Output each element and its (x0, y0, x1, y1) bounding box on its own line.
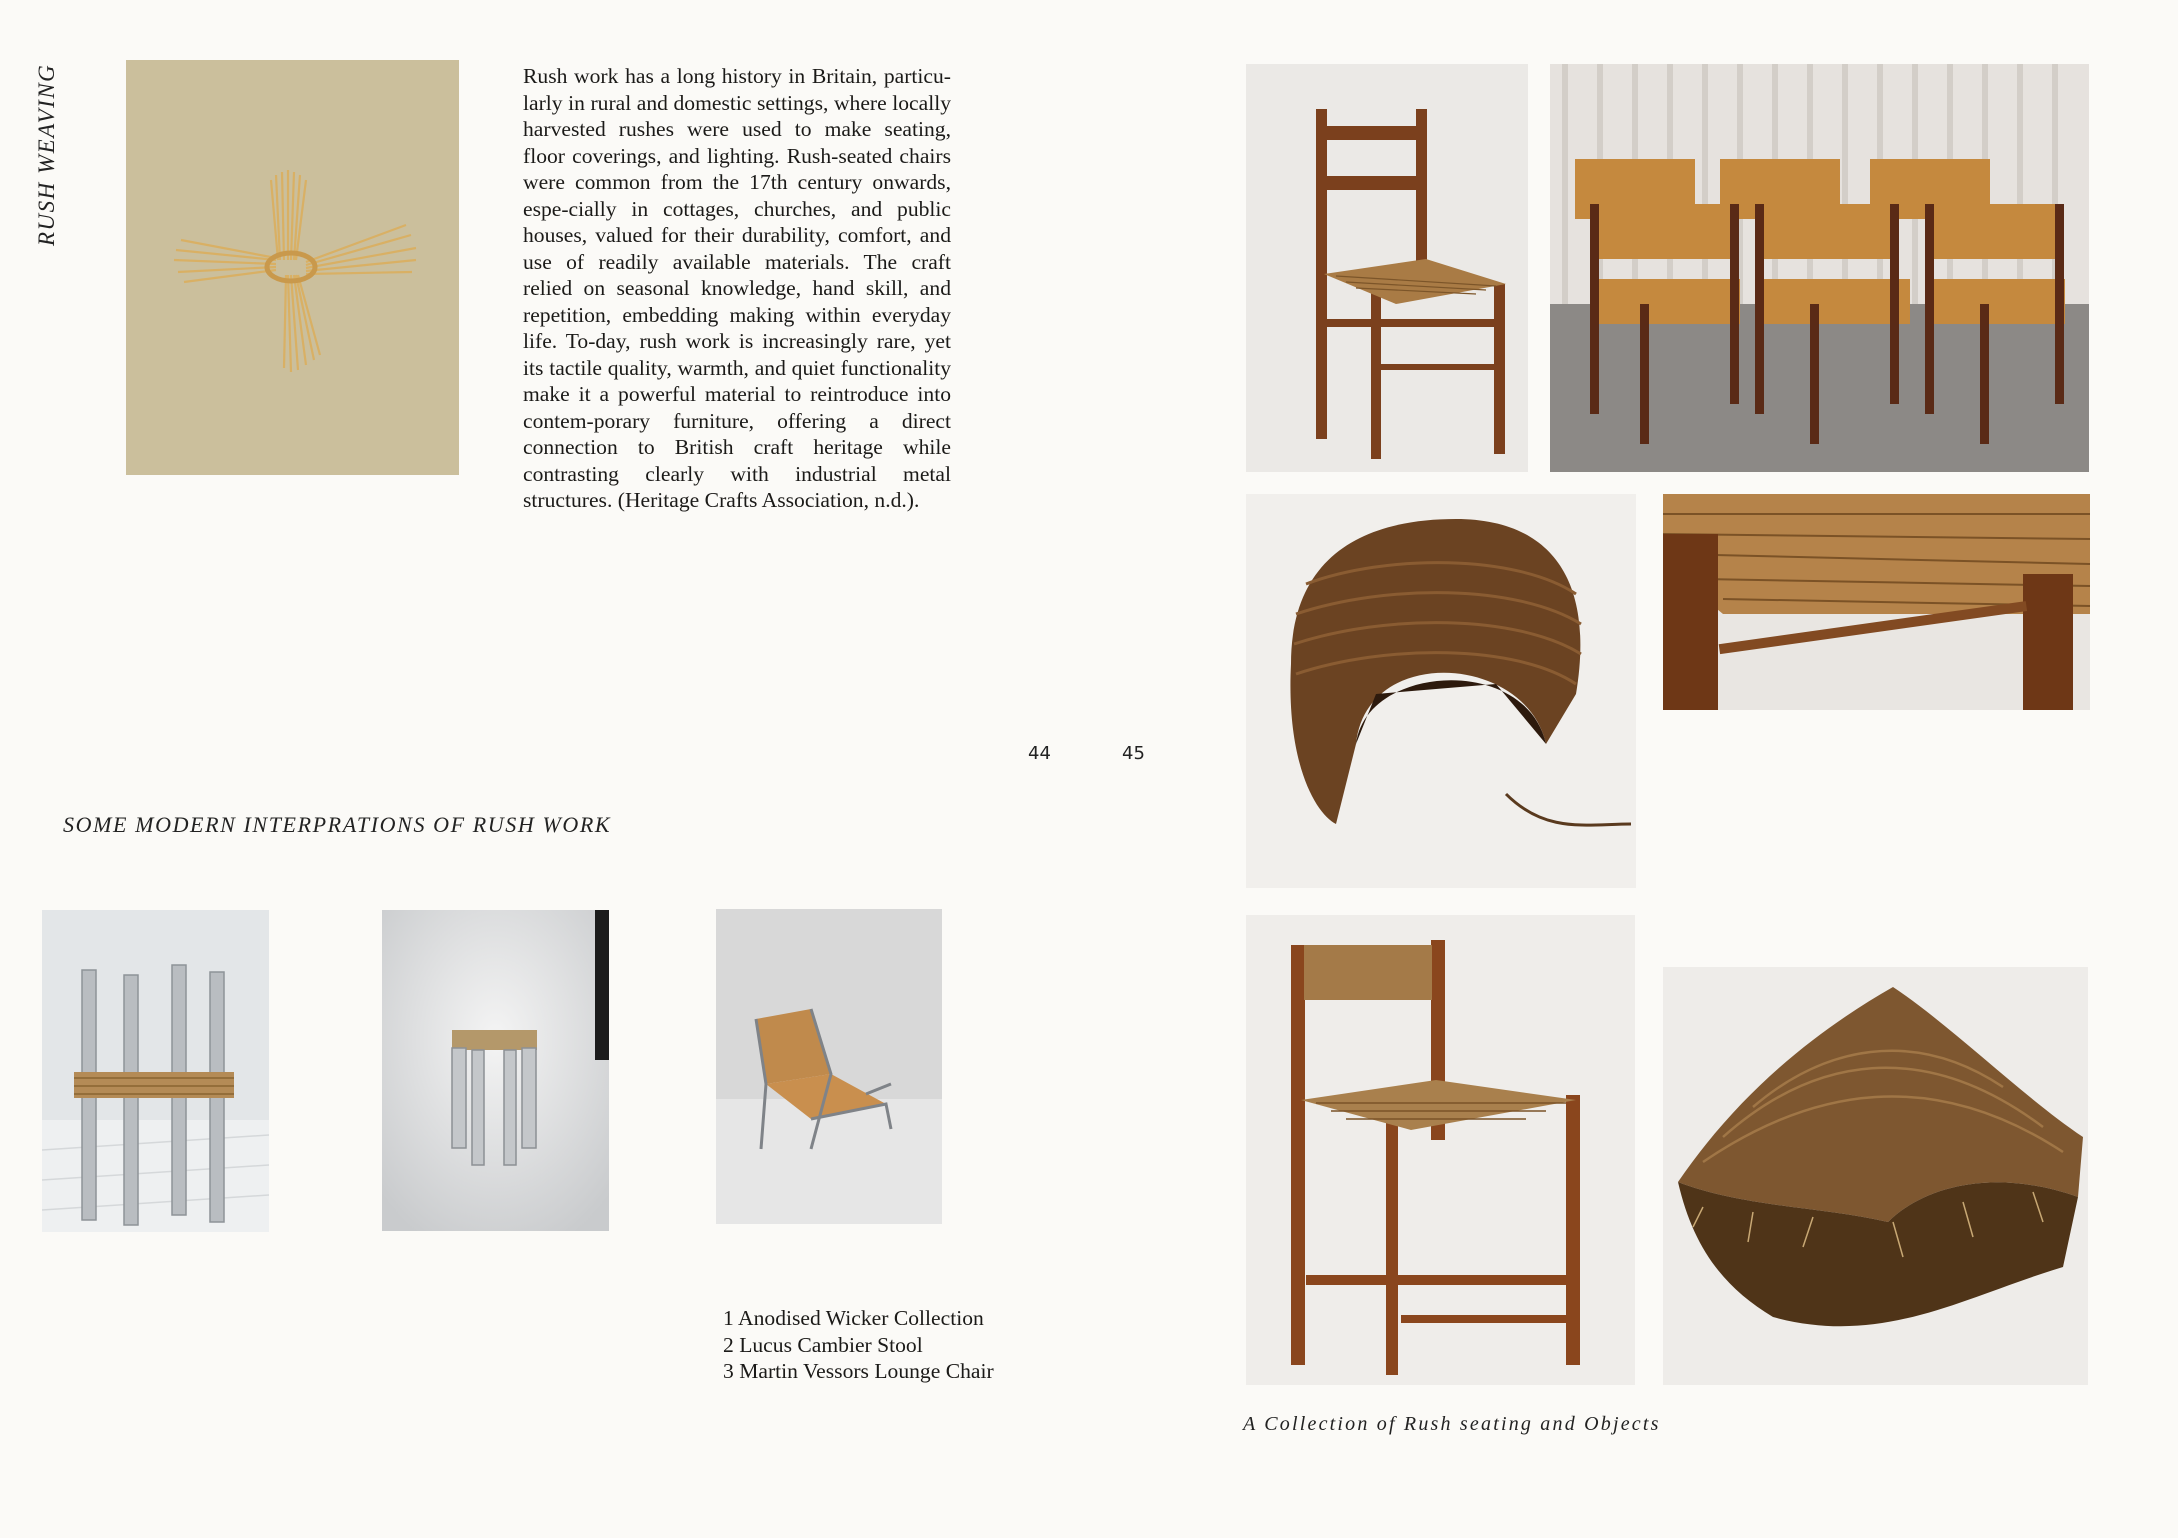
side-title: RUSH WEAVING (34, 63, 59, 246)
caption-item: 1 Anodised Wicker Collection (723, 1306, 984, 1330)
vessors-lounge-chair-image (716, 909, 942, 1224)
rush-basket-image (1663, 967, 2088, 1385)
rush-helmet-image (1246, 494, 1636, 888)
collection-caption: A Collection of Rush seating and Objects (1243, 1413, 1661, 1435)
rush-seat-chair-image (1246, 915, 1635, 1385)
page-number-right: 45 (1122, 743, 1145, 764)
section-title: SOME MODERN INTERPRATIONS OF RUSH WORK (63, 812, 612, 837)
cambier-stool-image (382, 910, 609, 1231)
anodised-wicker-chair-image (42, 910, 269, 1232)
ladder-back-chair-image (1246, 64, 1528, 472)
modern-captions-list (723, 1305, 1023, 1385)
caption-item: 3 Martin Vessors Lounge Chair (723, 1359, 994, 1383)
rush-cross-image (126, 60, 459, 475)
caption-item: 2 Lucus Cambier Stool (723, 1332, 923, 1357)
set-of-rush-chairs-image (1550, 64, 2089, 472)
page-number-left: 44 (1028, 743, 1051, 764)
body-paragraph: Rush work has a long history in Britain, particu-larly in rural and domestic settings, where locally harvested rushes were used to make seating, floor coverings, and lighting. Rush-seated chairs were common from the 17th century onwards, espe-cially in cottages, churches, and public houses, valued for their durability, comfort, and use of readily available materials. The craft relied on seasonal knowledge, hand skill, and repetition, embedding making within everyday life. To-day, rush work is increasingly rare, yet its tactile quality, warmth, and quiet functionality make it a powerful material to reintroduce into contem-porary furniture, offering a direct connection to British craft heritage while contrasting clearly with industrial metal structures. (Heritage Crafts Association, n.d.). (523, 64, 951, 512)
rush-seat-closeup-image (1663, 494, 2090, 710)
